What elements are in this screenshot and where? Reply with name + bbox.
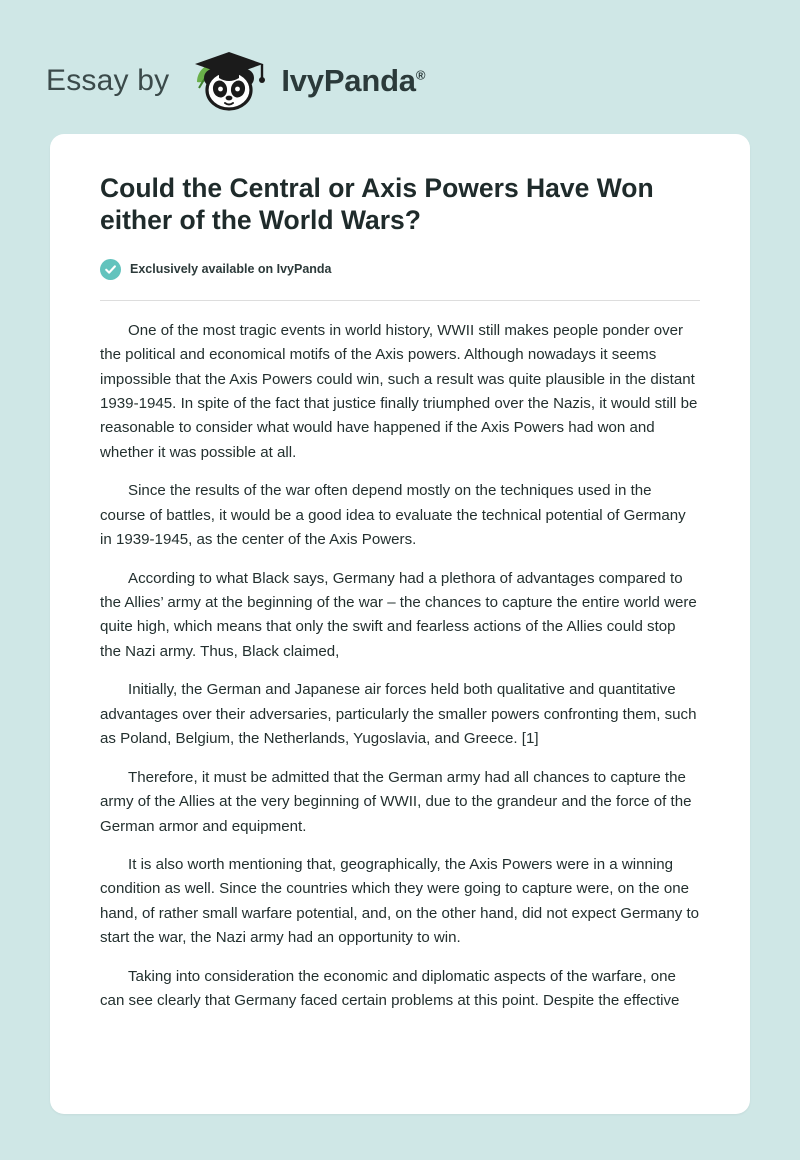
paragraph: Taking into consideration the economic and diplomatic aspects of the warfare, one can see clearly that Germany faced certain problems at this point. Despite the effective bbox=[100, 967, 680, 1010]
essay-by-label: Essay by bbox=[46, 64, 170, 97]
essay-body bbox=[76, 319, 724, 1014]
panda-graduation-cap-logo-icon bbox=[183, 48, 275, 114]
ivypanda-logo[interactable] bbox=[183, 48, 425, 114]
badge-label: Exclusively available on IvyPanda bbox=[130, 262, 332, 277]
page-title: Could the Central or Axis Powers Have Won either of the World Wars? bbox=[100, 173, 654, 236]
paragraph: According to what Black says, Germany had a plethora of advantages compared to the Allies’ army at the beginning of the war – the chances to capture the entire world were quite high, which means that only the swift and fearless actions of the Allies could stop the Nazi army. Thus, Black claimed, bbox=[100, 569, 697, 660]
brand-name-text: IvyPanda bbox=[281, 63, 416, 98]
paragraph: It is also worth mentioning that, geographically, the Axis Powers were in a winning condition as well. Since the countries which they were going to capture were, on the one hand, of rather small warfare potential, and, on the other hand, did not expect Germany to start the war, the Nazi army had an opportunity to win. bbox=[100, 855, 700, 947]
brand-wordmark bbox=[281, 63, 425, 99]
brand-header bbox=[0, 0, 800, 120]
paragraph: Therefore, it must be admitted that the German army had all chances to capture the army of the Allies at the very beginning of WWII, due to the grandeur and the force of the German armor and equipment. bbox=[100, 768, 692, 835]
registered-mark: ® bbox=[415, 67, 426, 83]
divider bbox=[100, 300, 700, 301]
paragraph: Initially, the German and Japanese air forces held both qualitative and quantitative advantages over their adversaries, particularly the smaller powers confronting them, such as Poland, Belgium, the Netherlands, Yugoslavia, and Greece. [1] bbox=[100, 681, 697, 748]
document-card bbox=[50, 134, 750, 1114]
paragraph: One of the most tragic events in world history, WWII still makes people ponder over the political and economical motifs of the Axis powers. Although nowadays it seems impossible that the Axis Powers could win, such a result was quite plausible in the distant 1939-1945. In spite of the fact that justice finally triumphed over the Nazis, it would still be reasonable to consider what would have happened if the Axis Powers had won and whether it was possible at all. bbox=[100, 321, 698, 461]
paragraph: Since the results of the war often depend mostly on the techniques used in the course of battles, it would be a good idea to evaluate the technical potential of Germany in 1939-1945, as the center of the Axis Powers. bbox=[100, 482, 686, 549]
status-badge bbox=[76, 259, 724, 280]
check-circle-icon bbox=[100, 259, 121, 280]
